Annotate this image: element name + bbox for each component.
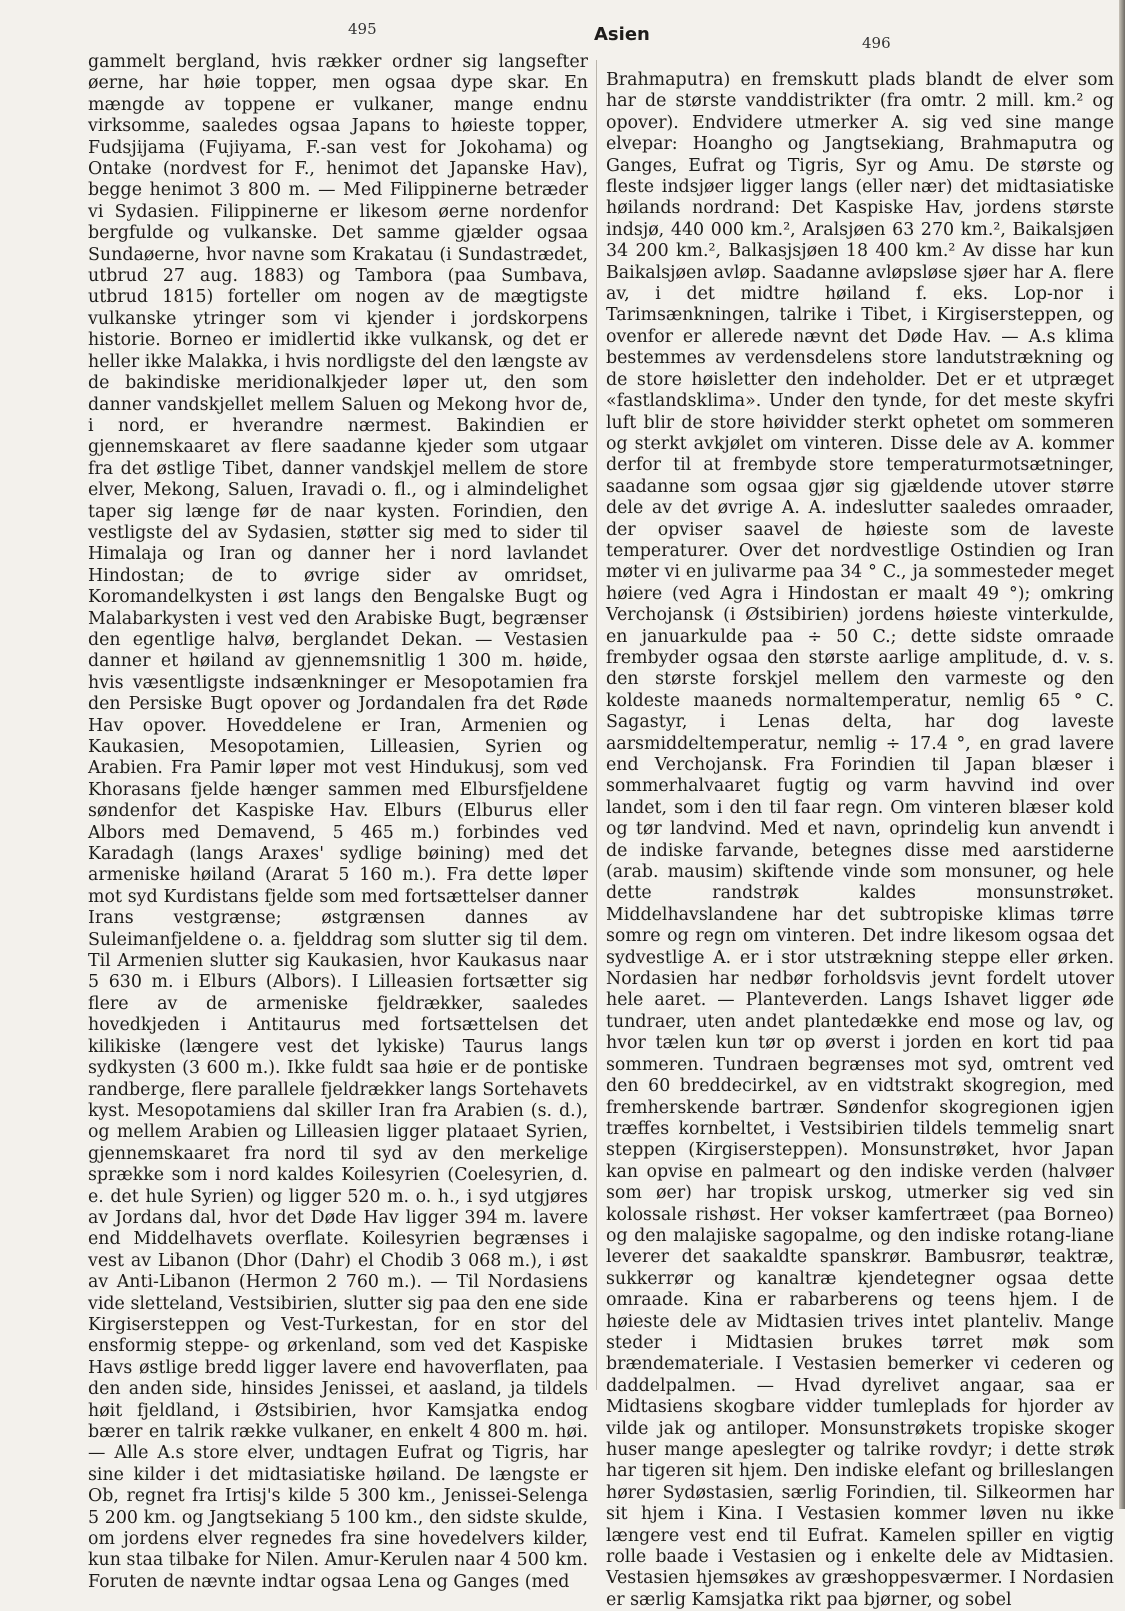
right-page-number: 496: [862, 34, 891, 52]
page-header: [0, 0, 1125, 60]
column-divider: [596, 60, 597, 1390]
right-column-text: Brahmaputra) en fremskutt plads blandt de elver som har de største vanddistrikter (fra omtr. 2 mill. km.² og opover). Endvidere utmerker A. sig ved sine mange elvepar: Hoangho og Jangtsekiang, Brahmaputra og Ganges, Eufrat og Tigris, Syr og Amu. De største og fleste indsjøer ligger langs (eller nær) det midtasiatiske høilands nordrand: Det Kaspiske Hav, jordens største indsjø, 440 000 km.², Aralsjøen 63 270 km.², Baikalsjøen 34 200 km.², Balkasjsjøen 18 400 km.² Av disse har kun Baikalsjøen avløp. Saadanne avløpsløse sjøer har A. flere av, i det midtre høiland f. eks. Lop-nor i Tarimsænkningen, talrike i Tibet, i Kirgisersteppen, og ovenfor er allerede nævnt det Døde Hav. — A.s klima bestemmes av verdensdelens store landutstrækning og de store høisletter den indeholder. Det er et utpræget «fastlandsklima». Under den tynde, for det meste skyfri luft blir de store høividder sterkt ophetet om sommeren og sterkt avkjølet om vinteren. Disse dele av A. kommer derfor til at frembyde store temperaturmotsætninger, saadanne som ogsaa gjør sig gjældende utover større dele av det øvrige A. A. indeslutter saaledes omraader, der opviser saavel de høieste som de laveste temperaturer. Over det nordvestlige Ostindien og Iran møter vi en julivarme paa 34 ° C., ja sommesteder meget høiere (ved Agra i Hindostan er maalt 49 °); omkring Verchojansk (i Østsibirien) jordens høieste vinterkulde, en januarkulde paa ÷ 50 C.; dette sidste omraade frembyder ogsaa den største aarlige amplitude, d. v. s. den største forskjel mellem den varmeste og den koldeste maaneds normaltemperatur, nemlig 65 ° C. Sagastyr, i Lenas delta, har dog laveste aarsmiddeltemperatur, nemlig ÷ 17.4 °, en grad lavere end Verchojansk. Fra Forindien til Japan blæser i sommerhalvaaret fugtig og varm havvind ind over landet, som i den til faar regn. Om vinteren blæser kold og tør landvind. Med et navn, oprindelig kun anvendt i de indiske farvande, betegnes disse med aarstiderne (arab. mausim) skiftende vinde som monsuner, og hele dette randstrøk kaldes monsunstrøket. Middelhavslandene har det subtropiske klimas tørre somre og regn om vinteren. Det indre likesom ogsaa det sydvestlige A. er i stor utstrækning steppe eller ørken. Nordasien har nedbør forholdsvis jevnt fordelt utover hele aaret. — Planteverden. Langs Ishavet ligger øde tundraer, uten andet plantedække end mose og lav, og hvor tælen kun tør op øverst i jorden en kort tid paa sommeren. Tundraen begrænses mot syd, omtrent ved den 60 breddecirkel, av en vidtstrakt skogregion, med fremherskende bartrær. Søndenfor skogregionen igjen træffes kornbeltet, i Vestsibirien tildels temmelig snart steppen (Kirgisersteppen). Monsunstrøket, hvor Japan kan opvise en palmeart og den indiske verden (halvøer som øer) har tropisk urskog, utmerker sig ved sin kolossale rishøst. Her vokser kamfertræet (paa Borneo) og den malajiske sagopalme, og den indiske rotang-liane leverer det saakaldte spanskrør. Bambusrør, teaktræ, sukkerrør og kanaltræ kjendetegner ogsaa dette omraade. Kina er rabarberens og teens hjem. I de høieste dele av Midtasien trives intet planteliv. Mange steder i Midtasien brukes tørret møk som brændemateriale. I Vestasien bemerker vi cederen og daddelpalmen. — Hvad dyrelivet angaar, saa er Midtasiens skogbare vidder tumleplads for hjorder av vilde jak og antiloper. Monsunstrøkets tropiske skoger huser mange apeslegter og talrike rovdyr; i dette strøk har tigeren sit hjem. Den indiske elefant og brilleslangen hører Sydøstasien, særlig Forindien, til. Silkeormen har sit hjem i Kina. I Vestasien kommer løven nu ikke længere vest end til Eufrat. Kamelen spiller en vigtig rolle baade i Vestasien og i enkelte dele av Midtasien. Vestasien hjemsøkes av græshoppesværmer. I Nordasien er særlig Kamsjatka rikt paa bjørner, og sobel: [606, 70, 1114, 1610]
binding-edge: [1119, 0, 1125, 1509]
right-column: [606, 70, 1114, 1611]
running-head: Asien: [594, 24, 650, 45]
left-column-text: gammelt bergland, hvis rækker ordner sig langsefter øerne, har høie topper, men ogsaa dype skar. En mængde av toppene er vulkaner, mange endnu virksomme, saaledes ogsaa Japans to høieste topper, Fudsjijama (Fujiyama, F.-san vest for Jokohama) og Ontake (nordvest for F., henimot det Japanske Hav), begge henimot 3 800 m. — Med Filippinerne betræder vi Sydasien. Filippinerne er likesom øerne nordenfor bergfulde og vulkanske. Det samme gjælder ogsaa Sundaøerne, hvor navne som Krakatau (i Sundastrædet, utbrud 27 aug. 1883) og Tambora (paa Sumbava, utbrud 1815) forteller om nogen av de mægtigste vulkanske ytringer som vi kjender i jordskorpens historie. Borneo er imidlertid ikke vulkansk, og det er heller ikke Malakka, i hvis nordligste del den længste av de bakindiske meridionalkjeder løper ut, den som danner vandskjellet mellem Saluen og Mekong hvor de, i nord, er hverandre nærmest. Bakindien er gjennemskaaret av flere saadanne kjeder som utgaar fra det østlige Tibet, danner vandskjel mellem de store elver, Mekong, Saluen, Iravadi o. fl., og i almindelighet taper sig længe før de naar kysten. Forindien, den vestligste del av Sydasien, støtter sig med to sider til Himalaja og Iran og danner her i nord lavlandet Hindostan; de to øvrige sider av omridset, Koromandelkysten i øst langs den Bengalske Bugt og Malabarkysten i vest ved den Arabiske Bugt, begrænser den egentlige halvø, berglandet Dekan. — Vestasien danner et høiland av gjennemsnitlig 1 300 m. høide, hvis væsentligste indsænkninger er Mesopotamien fra den Persiske Bugt opover og Jordandalen fra det Røde Hav opover. Hoveddelene er Iran, Armenien og Kaukasien, Mesopotamien, Lilleasien, Syrien og Arabien. Fra Pamir løper mot vest Hindukusj, som ved Khorasans fjelde hænger sammen med Elbursfjeldene søndenfor det Kaspiske Hav. Elburs (Elburus eller Albors med Demavend, 5 465 m.) forbindes ved Karadagh (langs Araxes' sydlige bøining) med det armeniske høiland (Ararat 5 160 m.). Fra dette løper mot syd Kurdistans fjelde som med fortsættelser danner Irans vestgrænse; østgrænsen dannes av Suleimanfjeldene o. a. fjelddrag som slutter sig til dem. Til Armenien slutter sig Kaukasien, hvor Kaukasus naar 5 630 m. i Elburs (Albors). I Lilleasien fortsætter sig flere av de armeniske fjeldrækker, saaledes hovedkjeden i Antitaurus med fortsættelsen det kilikiske (længere vest det lykiske) Taurus langs sydkysten (3 600 m.). Ikke fuldt saa høie er de pontiske randberge, flere parallele fjeldrækker langs Sortehavets kyst. Mesopotamiens dal skiller Iran fra Arabien (s. d.), og mellem Arabien og Lilleasien ligger plataaet Syrien, gjennemskaaret fra nord til syd av den merkelige sprække som i nord kaldes Koilesyrien (Coelesyrien, d. e. det hule Syrien) og ligger 520 m. o. h., i syd utgjøres av Jordans dal, hvor det Døde Hav ligger 394 m. lavere end Middelhavets overflate. Koilesyrien begrænses i vest av Libanon (Dhor (Dahr) el Chodib 3 068 m.), i øst av Anti-Libanon (Hermon 2 760 m.). — Til Nordasiens vide sletteland, Vestsibirien, slutter sig paa den ene side Kirgisersteppen og Vest-Turkestan, for en stor del ensformig steppe- og ørkenland, som ved det Kaspiske Havs østlige bredd ligger lavere end havoverflaten, paa den anden side, hinsides Jenissei, et aasland, ja tildels høit fjeldland, i Østsibirien, hvor Kamsjatka endog bærer en talrik række vulkaner, en enkelt 4 800 m. høi. — Alle A.s store elver, undtagen Eufrat og Tigris, har sine kilder i det midtasiatiske høiland. De længste er Ob, regnet fra Irtisj's kilde 5 300 km., Jenissei-Selenga 5 200 km. og Jangtsekiang 5 100 km., den sidste skulde, om jordens elver regnedes fra sine hovedelvers kilder, kun staa tilbake for Nilen. Amur-Kerulen naar 4 500 km. Foruten de nævnte indtar ogsaa Lena og Ganges (med: [88, 52, 588, 1592]
left-page-number: 495: [348, 20, 377, 38]
left-column: [88, 52, 588, 1593]
